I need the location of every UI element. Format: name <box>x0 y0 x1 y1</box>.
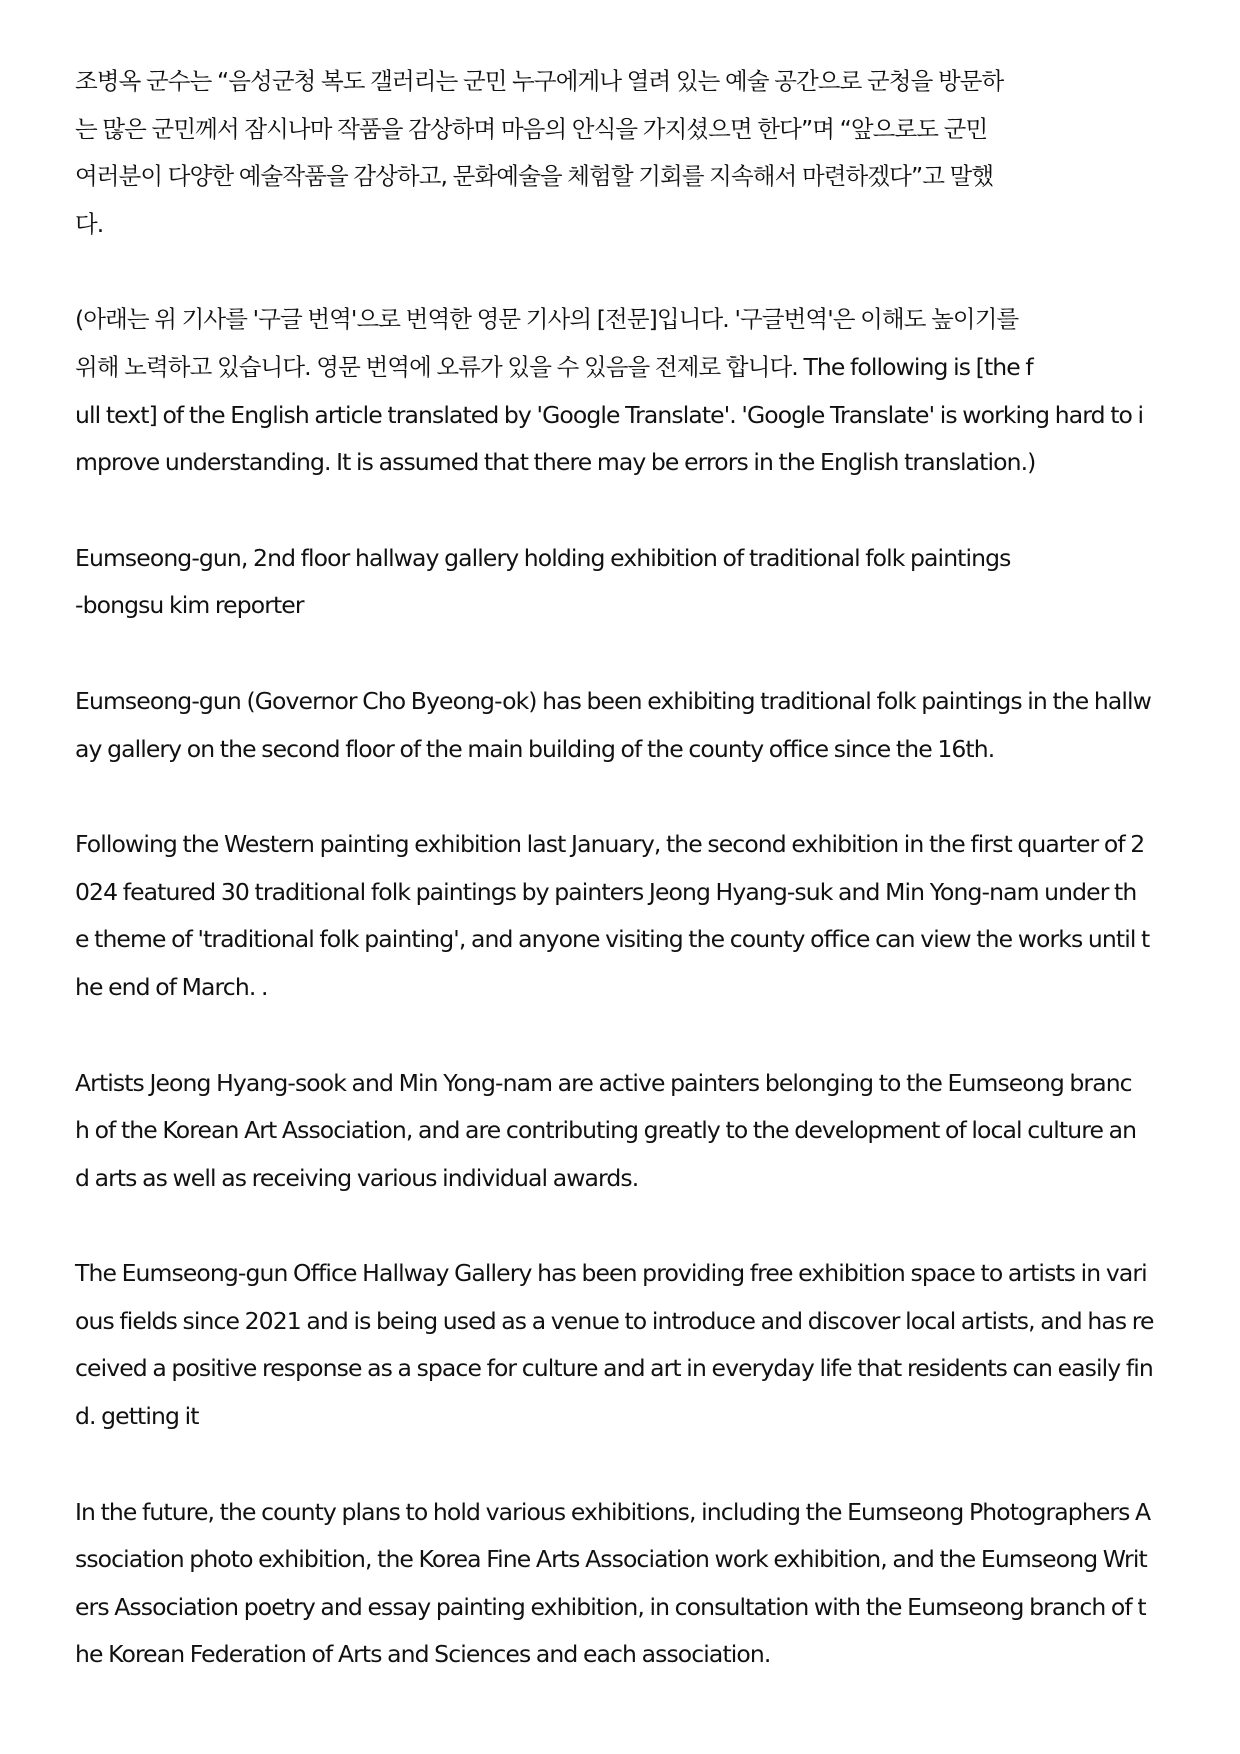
text-line: ous fields since 2021 and is being used as a venue to introduce and discover local artists, and has re <box>75 1306 1154 1335</box>
text-line: 다. <box>75 209 104 238</box>
text-line: Eumseong-gun (Governor Cho Byeong-ok) has been exhibiting traditional folk paintings in the hallw <box>75 686 1151 715</box>
translation-note-paragraph <box>75 296 1174 486</box>
article-paragraph-5 <box>75 1489 1174 1679</box>
text-line: he end of March. . <box>75 972 268 1001</box>
text-line: mprove understanding. It is assumed that there may be errors in the English translation.) <box>75 448 1036 477</box>
text-line: The Eumseong-gun Office Hallway Gallery has been providing free exhibition space to artists in vari <box>75 1259 1147 1288</box>
text-line: 조병옥 군수는 “음성군청 복도 갤러리는 군민 누구에게나 열려 있는 예술 공간으로 군청을 방문하 <box>75 67 1004 95</box>
text-line: 는 많은 군민께서 잠시나마 작품을 감상하며 마음의 안식을 가지셨으면 한다”며 “앞으로도 군민 <box>75 114 988 143</box>
text-line: e theme of 'traditional folk painting', and anyone visiting the county office can view the works until t <box>75 925 1150 954</box>
text-line: d arts as well as receiving various individual awards. <box>75 1163 639 1192</box>
headline-block <box>75 535 1174 630</box>
article-paragraph-4 <box>75 1250 1174 1440</box>
text-line: Following the Western painting exhibition last January, the second exhibition in the first quarter of 2 <box>75 830 1145 859</box>
text-line: ull text] of the English article translated by 'Google Translate'. 'Google Translate' is working hard to i <box>75 400 1144 429</box>
byline-text: -bongsu kim reporter <box>75 591 304 620</box>
text-line: ssociation photo exhibition, the Korea Fine Arts Association work exhibition, and the Eumseong Writ <box>75 1545 1147 1574</box>
text-line: Artists Jeong Hyang-sook and Min Yong-nam are active painters belonging to the Eumseong branc <box>75 1068 1132 1097</box>
text-line: ceived a positive response as a space for culture and art in everyday life that residents can easily fin <box>75 1354 1153 1383</box>
text-line: ay gallery on the second floor of the main building of the county office since the 16th. <box>75 734 995 763</box>
text-line: 024 featured 30 traditional folk paintings by painters Jeong Hyang-suk and Min Yong-nam under th <box>75 877 1137 906</box>
headline-text: Eumseong-gun, 2nd floor hallway gallery holding exhibition of traditional folk paintings <box>75 543 1011 572</box>
article-paragraph-2 <box>75 821 1174 1011</box>
text-line: In the future, the county plans to hold various exhibitions, including the Eumseong Photographers A <box>75 1497 1151 1526</box>
article-paragraph-3 <box>75 1060 1174 1203</box>
text-line: h of the Korean Art Association, and are contributing greatly to the development of local culture an <box>75 1116 1137 1145</box>
text-line: 위해 노력하고 있습니다. 영문 번역에 오류가 있을 수 있음을 전제로 합니다. The following is [the f <box>75 352 1033 381</box>
text-line: (아래는 위 기사를 '구글 번역'으로 번역한 영문 기사의 [전문]입니다. '구글번역'은 이해도 높이기를 <box>75 305 1019 334</box>
quote-paragraph-korean <box>75 58 1174 248</box>
text-line: 여러분이 다양한 예술작품을 감상하고, 문화예술을 체험할 기회를 지속해서 마련하겠다”고 말했 <box>75 162 994 191</box>
article-paragraph-1 <box>75 678 1174 773</box>
text-line: ers Association poetry and essay painting exhibition, in consultation with the Eumseong branch of t <box>75 1592 1146 1621</box>
text-line: d. getting it <box>75 1402 199 1431</box>
text-line: he Korean Federation of Arts and Sciences and each association. <box>75 1640 771 1669</box>
